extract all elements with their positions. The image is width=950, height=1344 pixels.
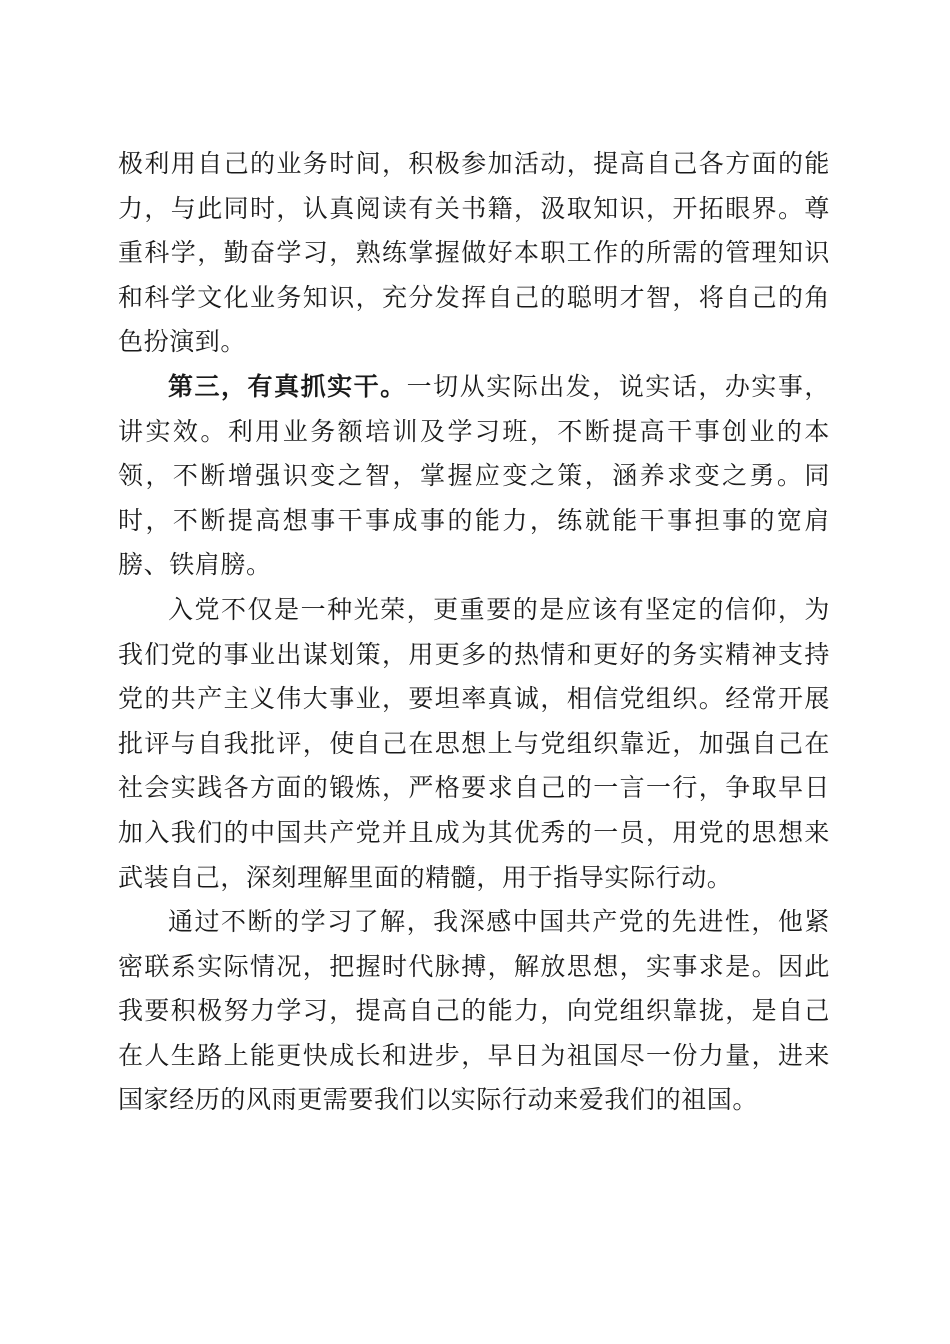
paragraph-third-point: [118, 365, 830, 588]
paragraph-party-membership: [118, 588, 830, 900]
document-body: [118, 142, 830, 1123]
paragraph-text: 通过不断的学习了解，我深感中国共产党的先进性，他紧密联系实际情况，把握时代脉搏，解放思想，实事求是。因此我要积极努力学习，提高自己的能力，向党组织靠拢，是自己在人生路上能更快成长和进步，早日为祖国尽一份力量，进来国家经历的风雨更需要我们以实际行动来爱我们的祖国。: [118, 907, 830, 1115]
paragraph-text: 一切从实际出发，说实话，办实事，讲实效。利用业务额培训及学习班，不断提高干事创业的本领，不断增强识变之智，掌握应变之策，涵养求变之勇。同时，不断提高想事干事成事的能力，练就能干事担事的宽肩膀、铁肩膀。: [118, 371, 830, 580]
paragraph-text: 入党不仅是一种光荣，更重要的是应该有坚定的信仰，为我们党的事业出谋划策，用更多的热情和更好的务实精神支持党的共产主义伟大事业，要坦率真诚，相信党组织。经常开展批评与自我批评，使自己在思想上与党组织靠近，加强自己在社会实践各方面的锻炼，严格要求自己的一言一行，争取早日加入我们的中国共产党并且成为其优秀的一员，用党的思想来武装自己，深刻理解里面的精髓，用于指导实际行动。: [118, 594, 830, 892]
paragraph-heading: 第三，有真抓实干。: [168, 371, 407, 401]
paragraph-text: 极利用自己的业务时间，积极参加活动，提高自己各方面的能力，与此同时，认真阅读有关书籍，汲取知识，开拓眼界。尊重科学，勤奋学习，熟练掌握做好本职工作的所需的管理知识和科学文化业务知识，充分发挥自己的聪明才智，将自己的角色扮演到。: [118, 149, 830, 357]
paragraph-continued: [118, 142, 830, 365]
paragraph-conclusion: [118, 900, 830, 1123]
